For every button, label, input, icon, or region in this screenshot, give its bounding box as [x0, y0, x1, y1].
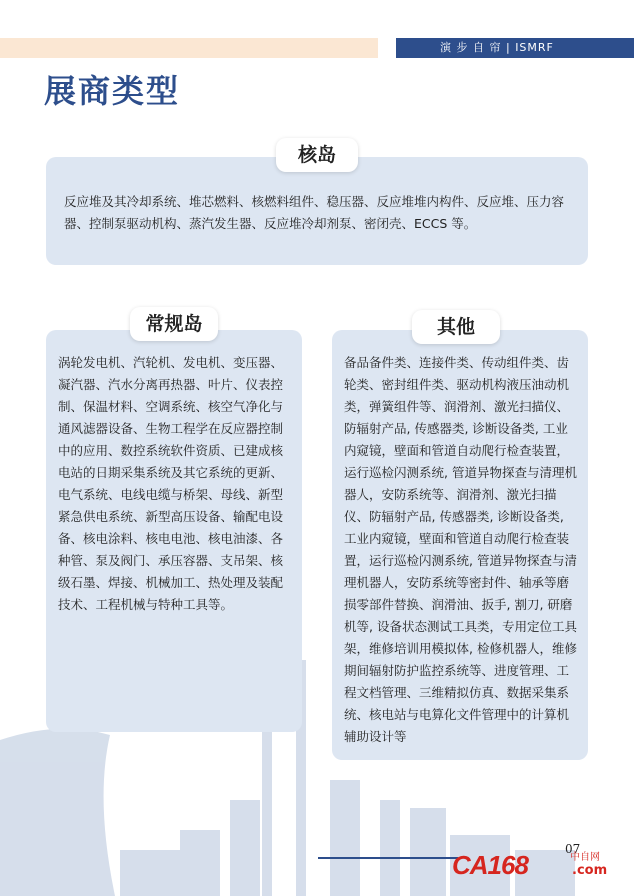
other-heading: 其他 — [412, 310, 500, 344]
nuclear-island-heading: 核岛 — [276, 138, 358, 172]
page-title: 展商类型 — [44, 72, 181, 110]
conventional-island-card — [46, 330, 302, 732]
ca168-logo-sub: 中自网 — [570, 852, 600, 863]
ca168-logo: CA168 — [452, 850, 528, 880]
header-brand-bar: 演 步 自 帘 | ISMRF — [396, 38, 634, 58]
other-card — [332, 330, 588, 760]
header-accent-bar — [0, 38, 378, 58]
ca168-logo-com: .com — [572, 863, 608, 878]
page-number: 07 — [565, 842, 581, 856]
conventional-island-text: 涡轮发电机、汽轮机、发电机、变压器、凝汽器、汽水分离再热器、叶片、仪表控制、保温材料、空调系统、核空气净化与通风滤器设备、生物工程学在反应器控制中的应用、数控系统软件资质、已建成核电站的日期采集系统及其它系统的更新、电气系统、电线电缆与桥架、母线、新型紧急供电系统、新型高压设备、输配电设备、核电涂料、核电电池、核电油漆、各种管、泵及阀门、承压容器、支吊架、核级石墨、焊接、机械加工、热处理及装配技术、工程机械与特种工具等。 — [58, 355, 284, 612]
other-text: 备品备件类、连接件类、传动组件类、齿轮类、密封组件类、驱动机构液压油动机类，弹簧组件等、润滑剂、激光扫描仪、防辐射产品, 传感器类, 诊断设备类, 工业内窥镜，壁面和管道自动爬行检查装置，运行巡检闪测系统, 管道异物探查与清理机器人，安防系统等、润滑剂、激光扫描仪、防辐射产品, 传感器类, 诊断设备类, 工业内窥镜，壁面和管道自动爬行检查装置，运行巡检闪测系统, 管道异物探查与清理机器人，安防系统等密封件、轴承等磨损零部件替换、润滑油、扳手, 割刀, 研磨机等, 设备状态测试工具类，专用定位工具架，维修培训用模拟体, 检修机器人，维修期间辐射防护监控系统等、进度管理、工程文档管理、三维精拟仿真、数据采集系统、核电站与电算化文件管理中的计算机辅助设计等 — [344, 355, 577, 744]
footer-rule — [318, 857, 458, 859]
conventional-island-heading: 常规岛 — [130, 307, 218, 341]
nuclear-island-card — [46, 157, 588, 265]
nuclear-island-text: 反应堆及其冷却系统、堆芯燃料、核燃料组件、稳压器、反应堆堆内构件、反应堆、压力容器、控制泵驱动机构、蒸汽发生器、反应堆冷却剂泵、密闭壳、ECCS 等。 — [64, 194, 565, 231]
